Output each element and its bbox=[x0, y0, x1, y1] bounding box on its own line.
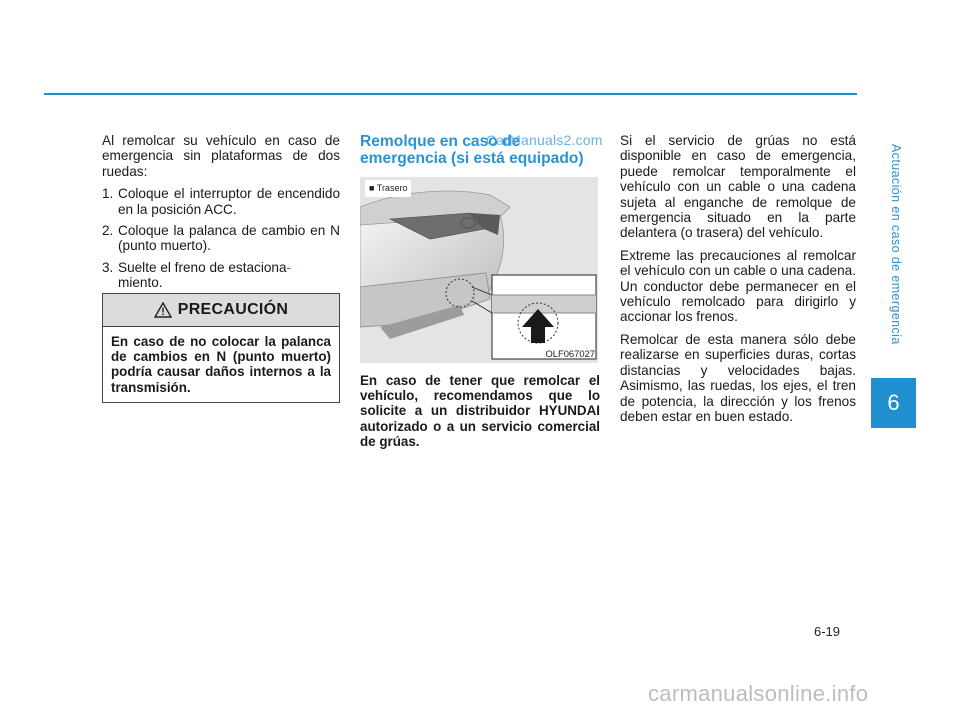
caution-text: En caso de no colocar la palanca de cambios en N (punto muerto) podría causar daños internos a la transmisión. bbox=[111, 334, 331, 395]
right-paragraph-3: Remolcar de esta manera sólo debe realizarse en superficies duras, cortas distancias y velocidades bajas. Asimismo, las ruedas, los ejes, el tren de potencia, la dirección y los frenos deben estar en buen estado. bbox=[620, 331, 856, 424]
list-item bbox=[102, 223, 340, 254]
intro-paragraph: Al remolcar su vehículo en caso de emergencia sin plataformas de dos ruedas: bbox=[102, 133, 340, 179]
step-text-a: Suelte el freno de estaciona bbox=[118, 259, 287, 275]
caution-title: PRECAUCIÓN bbox=[177, 301, 289, 318]
figure-label: ■ Trasero bbox=[365, 180, 411, 197]
chapter-tab: 6 bbox=[871, 378, 916, 428]
left-column bbox=[102, 133, 340, 297]
step-number: 1. bbox=[102, 186, 114, 202]
side-label-text: Actuación en caso de emergencia bbox=[889, 143, 903, 345]
watermark-link[interactable]: CarManuals2.com bbox=[486, 132, 603, 148]
footer-watermark[interactable]: carmanualsonline.info bbox=[648, 681, 869, 706]
right-column bbox=[620, 133, 856, 431]
page-number: 6-19 bbox=[814, 624, 841, 639]
step-text-b: miento. bbox=[118, 275, 163, 291]
warning-icon bbox=[154, 302, 172, 318]
step-text: Coloque la palanca de cambio en N (punto muerto). bbox=[118, 223, 340, 254]
right-paragraph-2: Extreme las precauciones al remolcar el vehículo con un cable o una cadena. Un conductor debe permanecer en el vehículo remolcado para dirigirlo y accionar los frenos. bbox=[620, 247, 856, 325]
section-side-label bbox=[876, 124, 916, 364]
steps-list bbox=[102, 186, 340, 290]
list-item bbox=[102, 186, 340, 217]
list-item bbox=[102, 260, 340, 291]
hyphen-mark: - bbox=[286, 259, 292, 275]
caution-header bbox=[103, 294, 339, 327]
car-illustration bbox=[360, 177, 598, 363]
step-number: 3. bbox=[102, 259, 114, 275]
recommendation-text: En caso de tener que remolcar el vehículo, recomendamos que lo solicite a un distribuidor HYUNDAI autorizado o a un servicio comercial de grúas. bbox=[360, 373, 600, 449]
right-paragraph-1: Si el servicio de grúas no está disponible en caso de emergencia, puede remolcar temporalmente el vehículo con un cable o una cadena sujeta al enganche de remolque de emergencia situado en la parte delantera (o trasera) del vehículo. bbox=[620, 133, 856, 241]
step-text bbox=[118, 260, 340, 291]
rear-car-figure bbox=[360, 177, 598, 363]
middle-column bbox=[360, 133, 600, 449]
figure-code: OLF067027 bbox=[545, 347, 595, 359]
top-rule bbox=[44, 93, 857, 95]
step-text: Coloque el interruptor de encendido en la posición ACC. bbox=[118, 186, 340, 217]
section-title: Remolque en caso de emergencia (si está equipado) bbox=[360, 133, 584, 167]
step-number: 2. bbox=[102, 223, 114, 239]
caution-box bbox=[102, 293, 340, 403]
